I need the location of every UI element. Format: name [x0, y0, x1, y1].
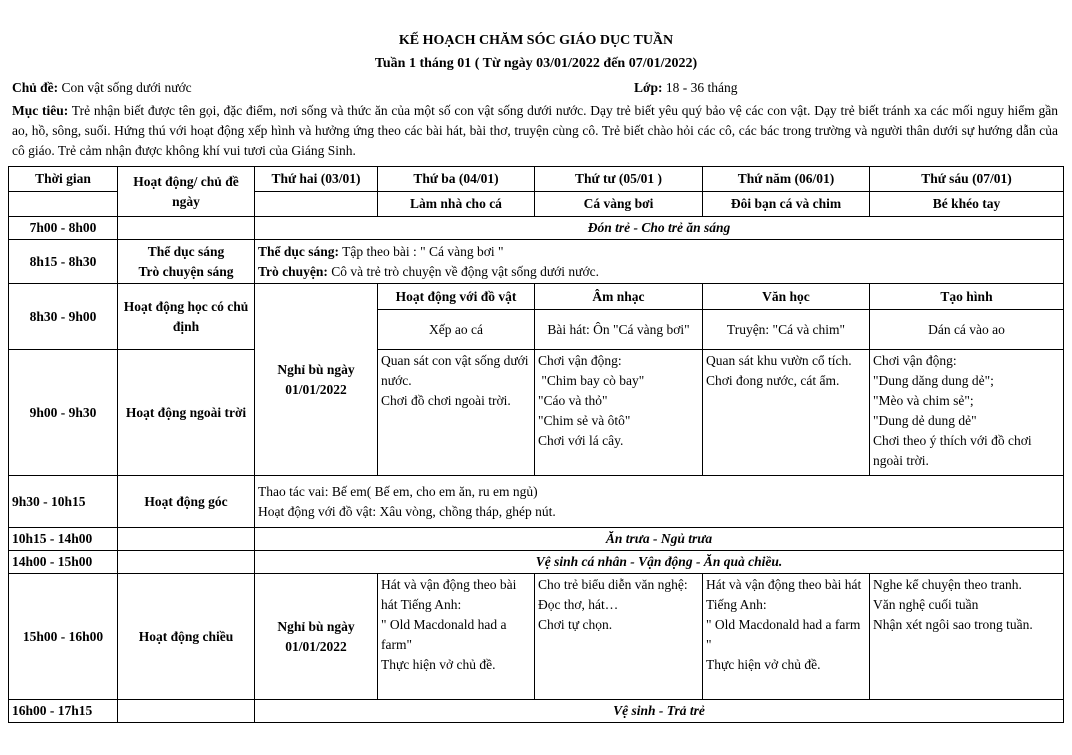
topic-label: Chủ đề: [12, 80, 59, 95]
afternoon-tue-line: Thực hiện vở chủ đề. [381, 657, 496, 672]
outdoor-fri-line: Chơi theo ý thích với đồ chơi ngoài trời. [873, 433, 1032, 468]
objective-paragraph [12, 101, 1058, 161]
row-activity-3: Hoạt động học có chủ định [118, 284, 255, 350]
topic-value: Con vật sống dưới nước [61, 80, 192, 95]
content-fri: Dán cá vào ao [870, 310, 1064, 350]
activity-morning-exercise: Thể dục sáng [147, 243, 225, 259]
outdoor-wed-line: "Chim sẻ và ôtô" [538, 413, 631, 428]
holiday-morning: Nghỉ bù ngày 01/01/2022 [255, 284, 378, 476]
objective-label: Mục tiêu: [12, 103, 69, 118]
subject-wed: Âm nhạc [535, 284, 703, 310]
header-day-3: Thứ tư (05/01 ) [535, 167, 703, 192]
row-span-7: Vệ sinh cá nhân - Vận động - Ăn quà chiều. [255, 551, 1064, 574]
outdoor-thu-line: Chơi đong nước, cát ẩm. [706, 373, 840, 388]
outdoor-wed [535, 350, 703, 476]
afternoon-fri-line: Văn nghệ cuối tuần [873, 597, 979, 612]
row-time-1: 7h00 - 8h00 [9, 217, 118, 240]
topic-line [12, 78, 192, 97]
afternoon-fri-line: Nghe kể chuyện theo tranh. [873, 577, 1022, 592]
corner-line: Thao tác vai: Bế em( Bế em, cho em ăn, ru em ngủ) [258, 483, 538, 499]
plan-title: KẾ HOẠCH CHĂM SÓC GIÁO DỤC TUẦN [398, 33, 674, 48]
afternoon-tue-line: Hát và vận động theo bài hát Tiếng Anh: [381, 577, 517, 612]
outdoor-thu [703, 350, 870, 476]
exercise-text: Tập theo bài : " Cá vàng bơi " [339, 243, 504, 259]
row-span-9: Vệ sinh - Trả trẻ [255, 700, 1064, 723]
header-day-2: Thứ ba (04/01) [378, 167, 535, 192]
exercise-label: Thể dục sáng: [258, 243, 340, 259]
row-activity-1 [118, 217, 255, 240]
afternoon-wed-line: Chơi tự chọn. [538, 617, 613, 632]
header-day-5: Thứ sáu (07/01) [870, 167, 1064, 192]
header-time: Thời gian [9, 167, 118, 192]
day-topic-5: Bé khéo tay [870, 192, 1064, 217]
outdoor-fri-line: Chơi vận động: [873, 353, 957, 368]
afternoon-tue [378, 574, 535, 700]
holiday-afternoon: Nghỉ bù ngày 01/01/2022 [255, 574, 378, 700]
row-activity-5: Hoạt động góc [118, 476, 255, 528]
afternoon-wed [535, 574, 703, 700]
row-activity-7 [118, 551, 255, 574]
content-tue: Xếp ao cá [378, 310, 535, 350]
afternoon-fri [870, 574, 1064, 700]
afternoon-tue-line: " Old Macdonald had a farm" [381, 617, 507, 652]
outdoor-wed-line: Chơi vận động: [538, 353, 622, 368]
row-span-5 [255, 476, 1064, 528]
afternoon-thu-line: " [706, 637, 712, 652]
header-day-4: Thứ năm (06/01) [703, 167, 870, 192]
row-time-5: 9h30 - 10h15 [9, 476, 118, 528]
outdoor-tue-line: Quan sát con vật sống dưới nước. [381, 353, 529, 388]
outdoor-tue-line: Chơi đồ chơi ngoài trời. [381, 393, 511, 408]
row-activity-9 [118, 700, 255, 723]
row-time-8: 15h00 - 16h00 [9, 574, 118, 700]
outdoor-fri-line: "Mèo và chim sẻ"; [873, 393, 974, 408]
corner-line: Hoạt động với đồ vật: Xâu vòng, chồng tháp, ghép nút. [258, 503, 556, 519]
outdoor-thu-line: Quan sát khu vườn cổ tích. [706, 353, 852, 368]
row-activity-4: Hoạt động ngoài trời [118, 350, 255, 476]
row-span-2 [255, 240, 1064, 284]
row-time-6: 10h15 - 14h00 [9, 528, 118, 551]
afternoon-thu-line: Thực hiện vở chủ đề. [706, 657, 821, 672]
activity-morning-talk: Trò chuyện sáng [138, 263, 234, 279]
row-activity-6 [118, 528, 255, 551]
header-day-1: Thứ hai (03/01) [255, 167, 378, 192]
afternoon-thu-line: " Old Macdonald had a farm [706, 617, 861, 632]
outdoor-wed-line: Chơi với lá cây. [538, 433, 624, 448]
week-range: Tuần 1 tháng 01 ( Từ ngày 03/01/2022 đến 07/01/2022) [374, 56, 698, 71]
outdoor-fri [870, 350, 1064, 476]
day-topic-3: Cá vàng bơi [535, 192, 703, 217]
day-topic-4: Đôi bạn cá và chim [703, 192, 870, 217]
afternoon-thu [703, 574, 870, 700]
subject-fri: Tạo hình [870, 284, 1064, 310]
class-label: Lớp: [634, 80, 663, 95]
row-time-2: 8h15 - 8h30 [9, 240, 118, 284]
objective-text: Trẻ nhận biết được tên gọi, đặc điểm, nơi sống và thức ăn của một số con vật sống dưới nước. Dạy trẻ biết yêu quý bảo vệ các con vật. Dạy trẻ biết tránh xa các mối nguy hiểm gần ao, hồ, sông, suối. Hứng thú với hoạt động xếp hình và hưởng ứng theo các bài hát, bài thơ, truyện cùng cô. Trẻ biết chào hỏi các cô, các bác trong trường và người thân dưới sự hướng dẫn của cô giáo. Trẻ cảm nhận được không khí vui tươi của Giáng Sinh. [12, 103, 1059, 158]
day-topic-empty [255, 192, 378, 217]
class-line [634, 78, 737, 97]
weekly-plan-table [8, 166, 1064, 723]
afternoon-thu-line: Hát và vận động theo bài hát Tiếng Anh: [706, 577, 862, 612]
class-value: 18 - 36 tháng [665, 80, 738, 95]
header-empty [9, 192, 118, 217]
talk-label: Trò chuyện: [258, 263, 328, 279]
outdoor-tue [378, 350, 535, 476]
content-thu: Truyện: "Cá và chim" [703, 310, 870, 350]
row-time-7: 14h00 - 15h00 [9, 551, 118, 574]
row-span-1: Đón trẻ - Cho trẻ ăn sáng [255, 217, 1064, 240]
outdoor-wed-line: "Cáo và thỏ" [538, 393, 608, 408]
row-time-9: 16h00 - 17h15 [9, 700, 118, 723]
row-time-3: 8h30 - 9h00 [9, 284, 118, 350]
afternoon-wed-line: Cho trẻ biểu diễn văn nghệ: Đọc thơ, hát… [538, 577, 688, 612]
row-activity-2 [118, 240, 255, 284]
content-wed: Bài hát: Ôn "Cá vàng bơi" [535, 310, 703, 350]
outdoor-fri-line: "Dung dẻ dung dẻ" [873, 413, 977, 428]
header-activity: Hoạt động/ chủ đề ngày [118, 167, 255, 217]
day-topic-2: Làm nhà cho cá [378, 192, 535, 217]
outdoor-fri-line: "Dung dăng dung dẻ"; [873, 373, 994, 388]
outdoor-wed-line: "Chim bay cò bay" [538, 373, 645, 388]
subject-thu: Văn học [703, 284, 870, 310]
exercise-line [258, 242, 1060, 262]
row-span-6: Ăn trưa - Ngủ trưa [255, 528, 1064, 551]
talk-text: Cô và trẻ trò chuyện về động vật sống dưới nước. [327, 263, 599, 279]
row-activity-8: Hoạt động chiều [118, 574, 255, 700]
subject-tue: Hoạt động với đồ vật [378, 284, 535, 310]
talk-line [258, 262, 1060, 282]
row-time-4: 9h00 - 9h30 [9, 350, 118, 476]
afternoon-fri-line: Nhận xét ngôi sao trong tuần. [873, 617, 1033, 632]
